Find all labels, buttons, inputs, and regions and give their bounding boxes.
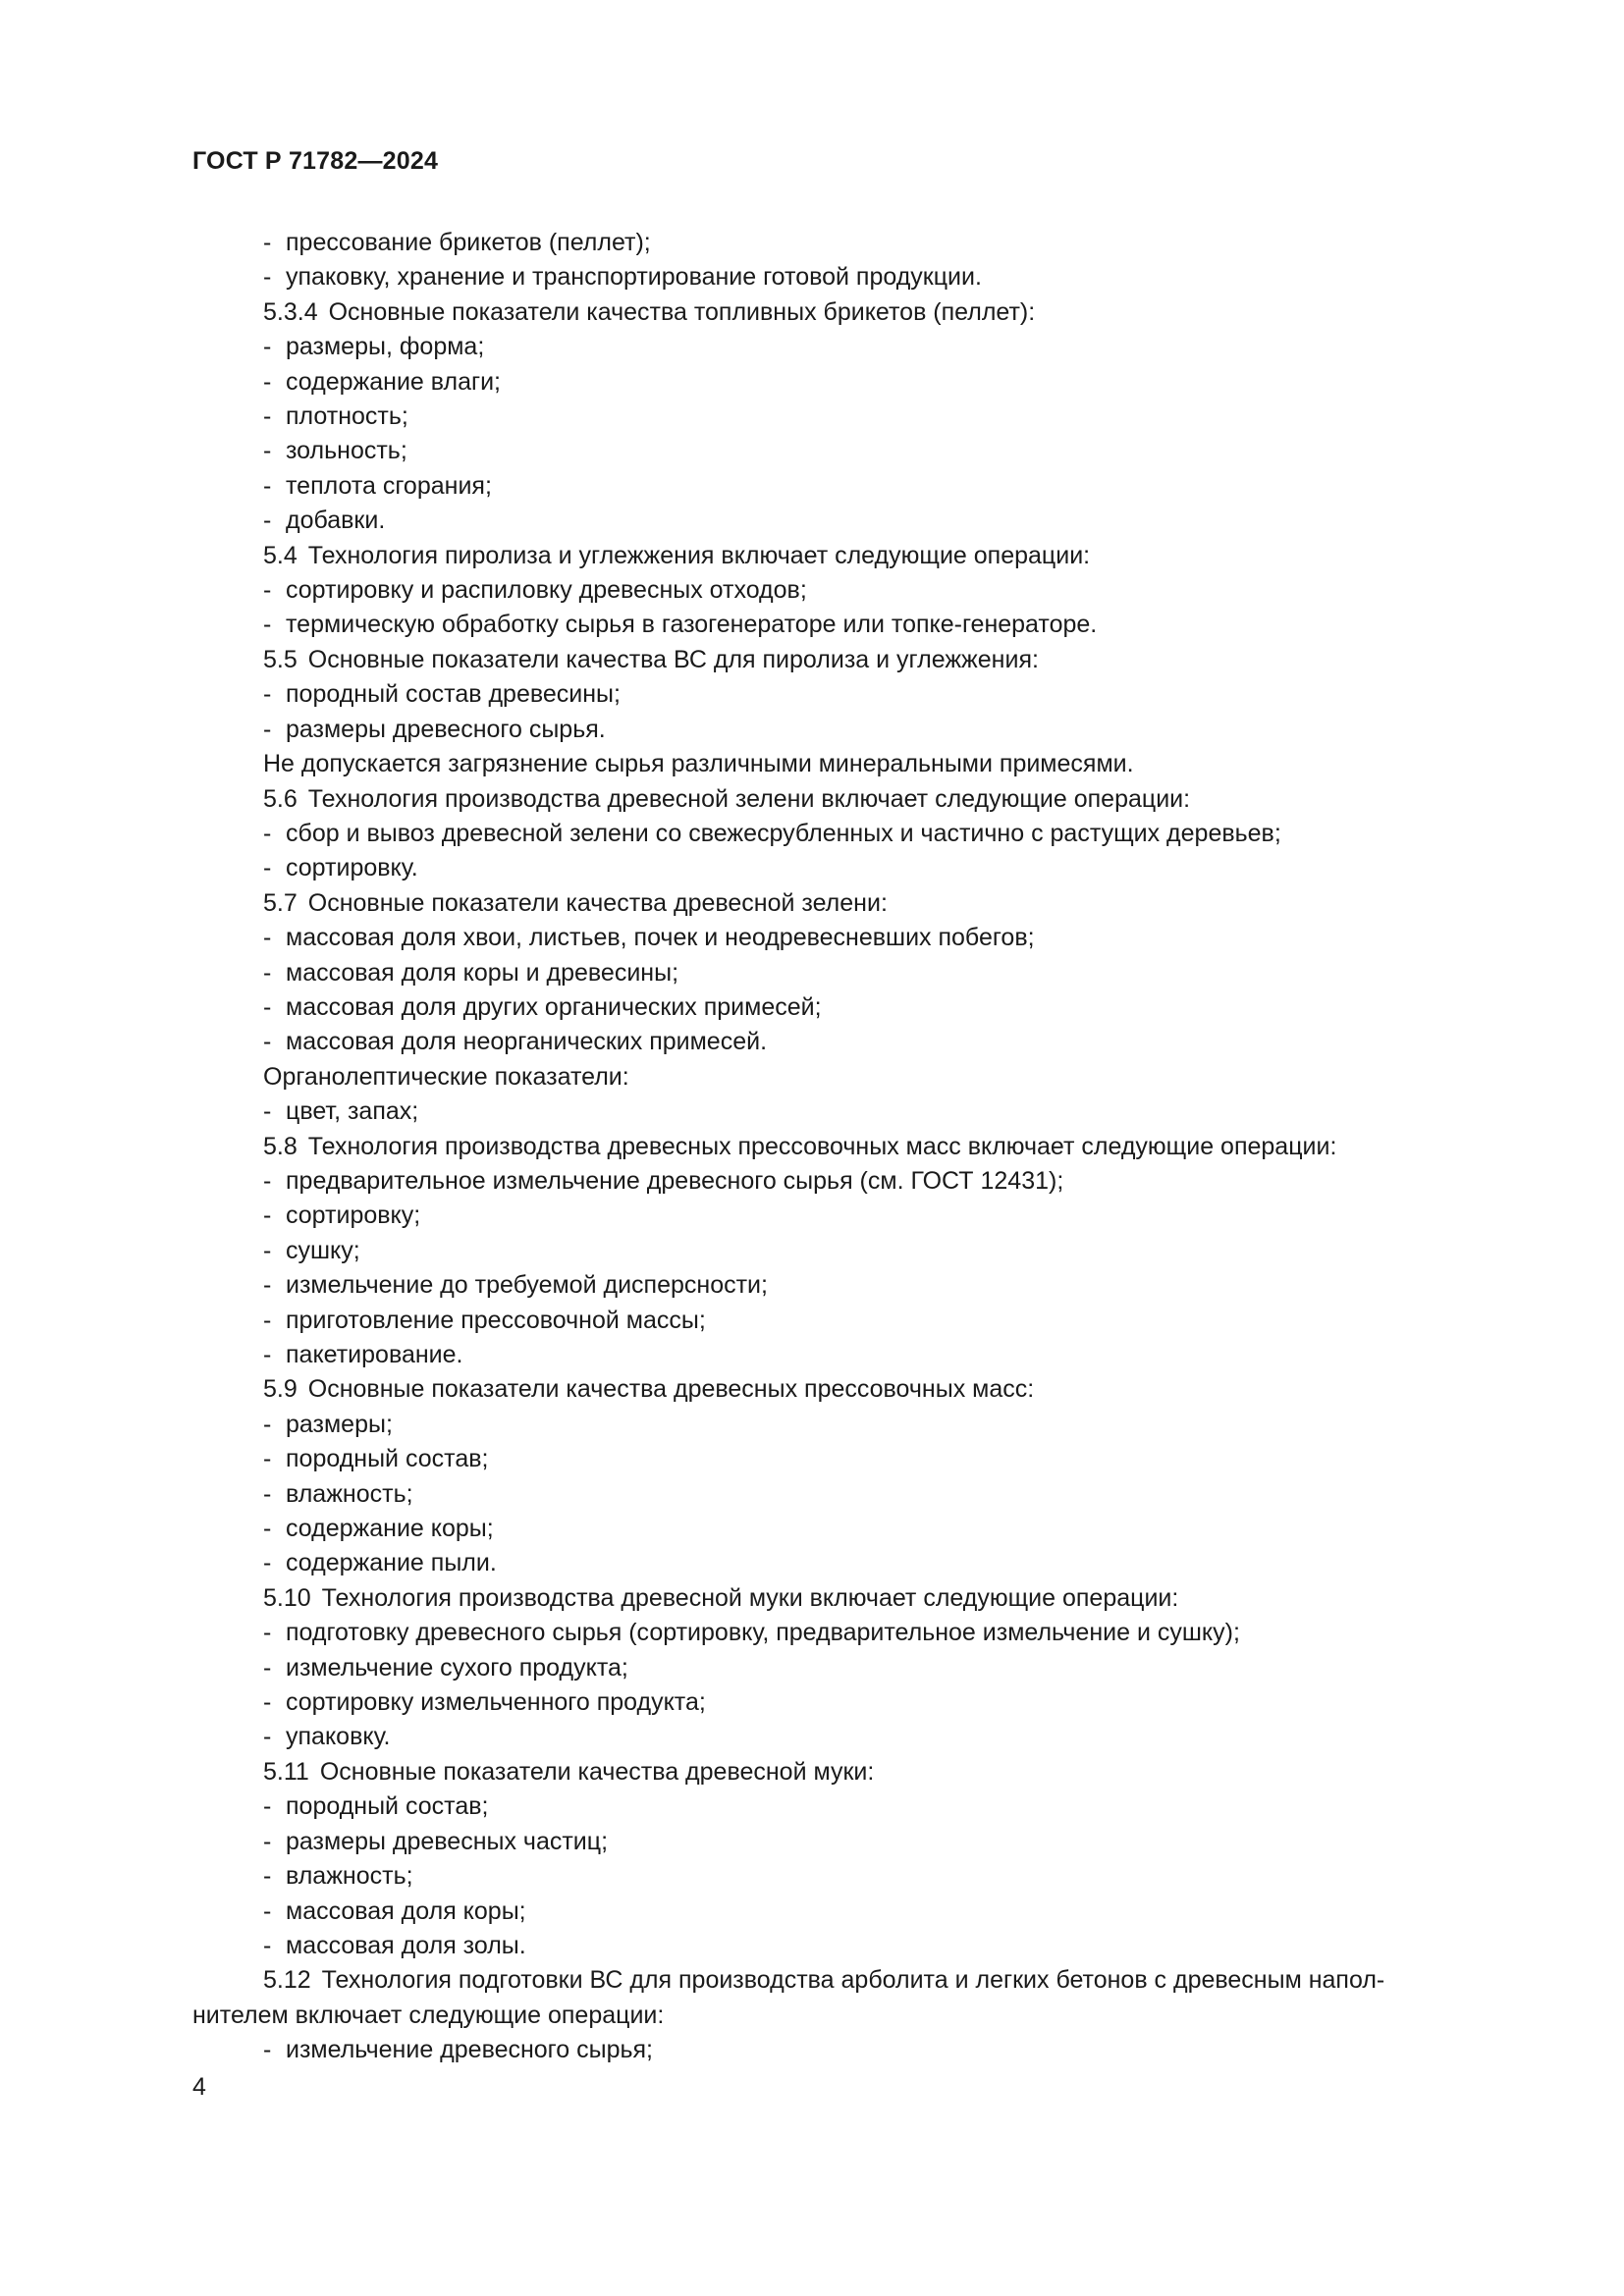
clause-line (192, 643, 1508, 677)
clause-line (192, 782, 1508, 817)
list-item (192, 1616, 1508, 1650)
line-text: Основные показатели качества ВС для пиролиза и углежжения: (307, 645, 1039, 673)
line-text: массовая доля неорганических примесей. (286, 1028, 768, 1056)
list-item (192, 990, 1508, 1025)
line-text: Основные показатели качества древесной муки: (319, 1757, 875, 1786)
list-dash: - (263, 854, 272, 882)
list-dash: - (263, 367, 272, 396)
list-dash: - (263, 819, 272, 847)
paragraph-line (192, 747, 1508, 781)
document-body (192, 226, 1508, 2068)
list-dash: - (263, 1896, 272, 1925)
list-item (192, 400, 1508, 434)
line-text: пакетирование. (286, 1341, 463, 1368)
list-dash: - (263, 1236, 272, 1264)
list-item (192, 1199, 1508, 1233)
clause-line (192, 1963, 1508, 1998)
clause-line (192, 539, 1508, 573)
list-item (192, 956, 1508, 990)
list-dash: - (263, 1792, 272, 1821)
list-dash: - (263, 471, 272, 500)
line-text: Технология производства древесных прессовочных масс включает следующие операции: (307, 1132, 1337, 1160)
list-item (192, 260, 1508, 294)
line-text: массовая доля коры и древесины; (286, 958, 679, 987)
line-text: размеры древесного сырья. (286, 715, 606, 743)
list-dash: - (263, 1097, 272, 1126)
clause-line (192, 295, 1508, 330)
line-text: Технология производства древесной муки включает следующие операции: (321, 1583, 1179, 1612)
line-text: породный состав; (286, 1445, 489, 1473)
clause-line (192, 1372, 1508, 1407)
list-item (192, 434, 1508, 468)
list-item (192, 1512, 1508, 1546)
line-text: размеры, форма; (286, 333, 485, 361)
clause-number: 5.10 (263, 1583, 311, 1612)
line-text: измельчение сухого продукта; (286, 1653, 628, 1682)
list-item (192, 365, 1508, 400)
list-item (192, 1825, 1508, 1859)
list-dash: - (263, 1341, 272, 1368)
line-text: нителем включает следующие операции: (192, 2001, 665, 2029)
list-item (192, 851, 1508, 885)
list-dash: - (263, 1271, 272, 1300)
line-text: сбор и вывоз древесной зелени со свежесрубленных и частично с растущих деревьев; (286, 819, 1281, 847)
list-dash: - (263, 1723, 272, 1751)
line-text: содержание пыли. (286, 1549, 497, 1577)
line-text: размеры древесных частиц; (286, 1827, 609, 1855)
line-text: массовая доля других органических примесей; (286, 992, 822, 1021)
clause-line (192, 1755, 1508, 1789)
list-dash: - (263, 1306, 272, 1334)
list-dash: - (263, 229, 272, 256)
list-dash: - (263, 1515, 272, 1543)
line-text: Основные показатели качества древесных прессовочных масс: (307, 1375, 1035, 1404)
list-dash: - (263, 507, 272, 535)
line-text: влажность; (286, 1862, 413, 1891)
line-text: породный состав; (286, 1792, 489, 1821)
list-item (192, 1025, 1508, 1059)
line-text: Основные показатели качества древесной зелени: (307, 888, 888, 917)
list-item (192, 1895, 1508, 1929)
list-item (192, 921, 1508, 955)
list-dash: - (263, 437, 272, 465)
line-text: подготовку древесного сырья (сортировку, предварительное измельчение и сушку); (286, 1619, 1240, 1647)
line-text: измельчение древесного сырья; (286, 2036, 653, 2064)
line-text: прессование брикетов (пеллет); (286, 229, 651, 256)
line-text: сушку; (286, 1236, 360, 1264)
clause-number: 5.7 (263, 888, 298, 917)
line-text: плотность; (286, 402, 408, 431)
list-item (192, 504, 1508, 538)
line-text: массовая доля хвои, листьев, почек и неодревесневших побегов; (286, 924, 1035, 952)
clause-number: 5.5 (263, 645, 298, 673)
list-item (192, 608, 1508, 642)
line-text: породный состав древесины; (286, 680, 621, 709)
clause-line (192, 886, 1508, 921)
list-dash: - (263, 2036, 272, 2064)
line-text: добавки. (286, 507, 386, 535)
line-text: предварительное измельчение древесного сырья (см. ГОСТ 12431); (286, 1166, 1064, 1195)
line-text: Технология производства древесной зелени включает следующие операции: (307, 784, 1191, 813)
list-dash: - (263, 333, 272, 361)
paragraph-line (192, 1060, 1508, 1095)
line-text: зольность; (286, 437, 407, 465)
line-text: теплота сгорания; (286, 471, 492, 500)
line-text: Органолептические показатели: (263, 1062, 629, 1091)
line-text: содержание влаги; (286, 367, 502, 396)
list-item (192, 1929, 1508, 1963)
list-dash: - (263, 992, 272, 1021)
line-text: измельчение до требуемой дисперсности; (286, 1271, 768, 1300)
line-text: влажность; (286, 1479, 413, 1508)
line-text: приготовление прессовочной массы; (286, 1306, 706, 1334)
list-item (192, 1546, 1508, 1580)
list-item (192, 573, 1508, 608)
list-dash: - (263, 1028, 272, 1056)
list-dash: - (263, 1653, 272, 1682)
line-text: упаковку. (286, 1723, 391, 1751)
list-item (192, 1789, 1508, 1824)
list-item (192, 1720, 1508, 1754)
line-text: Технология подготовки ВС для производства арболита и легких бетонов с древесным напол- (321, 1966, 1385, 1995)
line-text: сортировку измельченного продукта; (286, 1688, 706, 1717)
list-item (192, 1859, 1508, 1894)
list-dash: - (263, 1931, 272, 1959)
clause-number: 5.11 (263, 1757, 309, 1786)
list-dash: - (263, 611, 272, 639)
clause-line (192, 1130, 1508, 1164)
list-dash: - (263, 680, 272, 709)
list-item (192, 1338, 1508, 1372)
list-item (192, 1095, 1508, 1129)
clause-number: 5.12 (263, 1966, 311, 1995)
list-item (192, 1164, 1508, 1199)
list-dash: - (263, 1549, 272, 1577)
line-text: сортировку; (286, 1201, 421, 1230)
list-item (192, 330, 1508, 364)
line-text: размеры; (286, 1410, 393, 1438)
list-dash: - (263, 1688, 272, 1717)
list-item (192, 1304, 1508, 1338)
list-item (192, 2033, 1508, 2067)
list-dash: - (263, 1827, 272, 1855)
clause-number: 5.8 (263, 1132, 298, 1160)
list-item (192, 1268, 1508, 1303)
line-text: Технология пиролиза и углежжения включает следующие операции: (307, 541, 1091, 569)
list-dash: - (263, 576, 272, 605)
list-dash: - (263, 1619, 272, 1647)
list-item (192, 469, 1508, 504)
document-header: ГОСТ Р 71782—2024 (192, 147, 439, 175)
clause-number: 5.9 (263, 1375, 298, 1404)
clause-number: 5.3.4 (263, 297, 318, 326)
line-text: упаковку, хранение и транспортирование готовой продукции. (286, 263, 982, 292)
line-text: термическую обработку сырья в газогенераторе или топке-генераторе. (286, 611, 1098, 639)
clause-line (192, 1581, 1508, 1616)
list-item (192, 1685, 1508, 1720)
clause-number: 5.6 (263, 784, 298, 813)
list-dash: - (263, 1479, 272, 1508)
line-text: массовая доля коры; (286, 1896, 526, 1925)
list-dash: - (263, 263, 272, 292)
list-item (192, 817, 1508, 851)
paragraph-line (192, 1999, 1508, 2033)
line-text: содержание коры; (286, 1515, 494, 1543)
line-text: массовая доля золы. (286, 1931, 526, 1959)
list-dash: - (263, 924, 272, 952)
line-text: сортировку и распиловку древесных отходов; (286, 576, 807, 605)
list-item (192, 713, 1508, 747)
list-dash: - (263, 715, 272, 743)
list-item (192, 226, 1508, 260)
list-item (192, 1651, 1508, 1685)
list-dash: - (263, 1410, 272, 1438)
line-text: сортировку. (286, 854, 418, 882)
list-dash: - (263, 1862, 272, 1891)
line-text: Основные показатели качества топливных брикетов (пеллет): (328, 297, 1036, 326)
list-item (192, 1477, 1508, 1512)
list-dash: - (263, 1166, 272, 1195)
list-dash: - (263, 402, 272, 431)
line-text: Не допускается загрязнение сырья различными минеральными примесями. (263, 750, 1134, 778)
list-item (192, 1442, 1508, 1476)
list-item (192, 677, 1508, 712)
clause-number: 5.4 (263, 541, 298, 569)
list-dash: - (263, 1445, 272, 1473)
page-number: 4 (192, 2073, 206, 2101)
list-item (192, 1408, 1508, 1442)
list-dash: - (263, 1201, 272, 1230)
list-item (192, 1234, 1508, 1268)
list-dash: - (263, 958, 272, 987)
line-text: цвет, запах; (286, 1097, 419, 1126)
